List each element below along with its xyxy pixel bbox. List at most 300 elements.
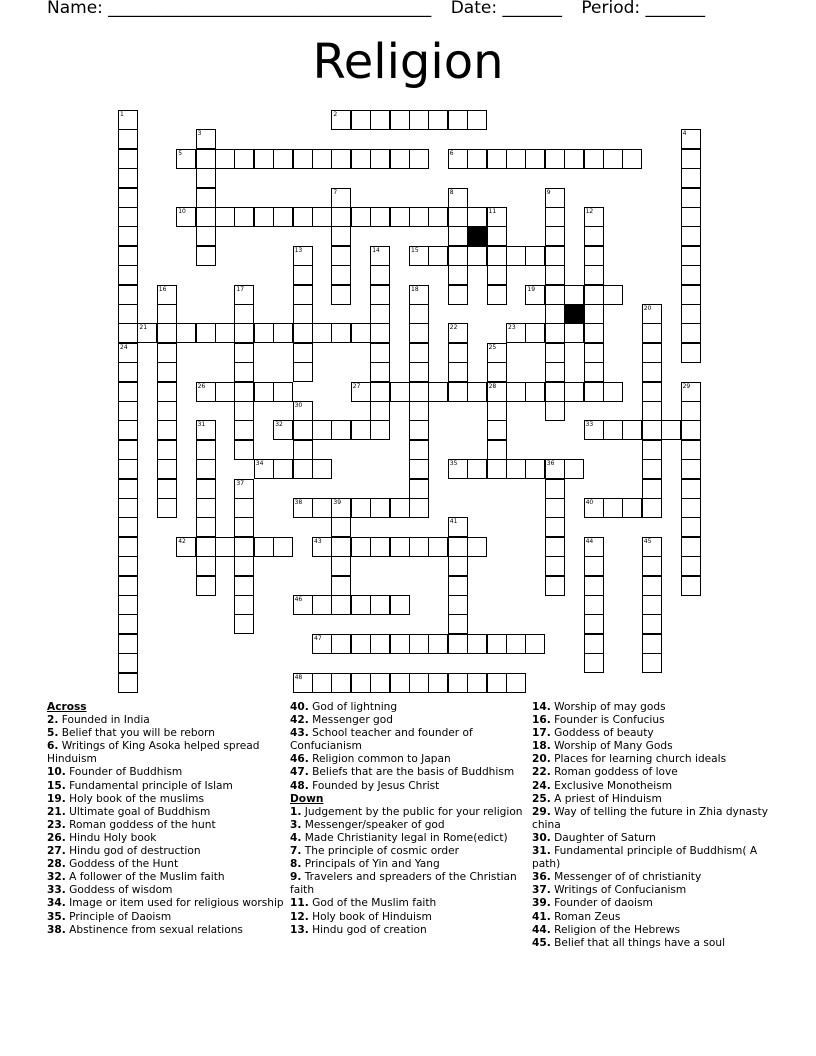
grid-cell[interactable] xyxy=(196,382,216,402)
grid-cell[interactable] xyxy=(196,226,216,246)
grid-cell[interactable] xyxy=(642,653,662,673)
grid-cell[interactable] xyxy=(545,479,565,499)
grid-cell[interactable] xyxy=(564,459,584,479)
grid-cell[interactable] xyxy=(448,285,468,305)
grid-cell[interactable] xyxy=(603,285,623,305)
grid-cell[interactable] xyxy=(293,285,313,305)
grid-cell[interactable] xyxy=(312,323,332,343)
grid-cell[interactable] xyxy=(196,556,216,576)
grid-cell[interactable] xyxy=(409,110,429,130)
grid-cell[interactable] xyxy=(525,285,545,305)
grid-cell[interactable] xyxy=(196,188,216,208)
grid-cell[interactable] xyxy=(428,110,448,130)
grid-cell[interactable] xyxy=(234,323,254,343)
grid-cell[interactable] xyxy=(293,673,313,693)
grid-cell[interactable] xyxy=(603,382,623,402)
grid-cell[interactable] xyxy=(215,382,235,402)
grid-cell[interactable] xyxy=(584,653,604,673)
grid-cell[interactable] xyxy=(118,207,138,227)
grid-cell[interactable] xyxy=(681,401,701,421)
grid-cell[interactable] xyxy=(370,382,390,402)
grid-cell[interactable] xyxy=(273,420,293,440)
grid-cell[interactable] xyxy=(448,634,468,654)
grid-cell[interactable] xyxy=(176,323,196,343)
grid-cell[interactable] xyxy=(584,323,604,343)
grid-cell[interactable] xyxy=(448,595,468,615)
grid-cell[interactable] xyxy=(409,382,429,402)
grid-cell[interactable] xyxy=(196,479,216,499)
grid-cell[interactable] xyxy=(254,537,274,557)
grid-cell[interactable] xyxy=(681,304,701,324)
grid-cell[interactable] xyxy=(409,634,429,654)
grid-cell[interactable] xyxy=(118,498,138,518)
grid-cell[interactable] xyxy=(351,149,371,169)
grid-cell[interactable] xyxy=(157,343,177,363)
grid-cell[interactable] xyxy=(312,420,332,440)
grid-cell[interactable] xyxy=(370,634,390,654)
grid-cell[interactable] xyxy=(564,285,584,305)
grid-cell[interactable] xyxy=(293,401,313,421)
grid-cell[interactable] xyxy=(293,207,313,227)
date-field-label[interactable]: Date: _______ xyxy=(450,0,562,18)
grid-cell[interactable] xyxy=(487,149,507,169)
grid-cell[interactable] xyxy=(370,149,390,169)
grid-cell[interactable] xyxy=(118,673,138,693)
grid-cell[interactable] xyxy=(215,537,235,557)
grid-cell[interactable] xyxy=(642,382,662,402)
grid-cell[interactable] xyxy=(312,634,332,654)
grid-cell[interactable] xyxy=(448,323,468,343)
grid-cell[interactable] xyxy=(293,246,313,266)
grid-cell[interactable] xyxy=(642,556,662,576)
grid-cell[interactable] xyxy=(487,440,507,460)
grid-cell[interactable] xyxy=(176,537,196,557)
grid-cell[interactable] xyxy=(118,595,138,615)
grid-cell[interactable] xyxy=(584,595,604,615)
grid-cell[interactable] xyxy=(293,440,313,460)
grid-cell[interactable] xyxy=(681,537,701,557)
grid-cell[interactable] xyxy=(351,498,371,518)
grid-cell[interactable] xyxy=(118,537,138,557)
grid-cell[interactable] xyxy=(234,420,254,440)
grid-cell[interactable] xyxy=(196,440,216,460)
grid-cell[interactable] xyxy=(351,382,371,402)
grid-cell[interactable] xyxy=(370,595,390,615)
grid-cell[interactable] xyxy=(409,149,429,169)
grid-cell[interactable] xyxy=(118,246,138,266)
grid-cell[interactable] xyxy=(448,246,468,266)
grid-cell[interactable] xyxy=(487,459,507,479)
grid-cell[interactable] xyxy=(409,343,429,363)
grid-cell[interactable] xyxy=(331,537,351,557)
grid-cell[interactable] xyxy=(157,304,177,324)
grid-cell[interactable] xyxy=(409,420,429,440)
grid-cell[interactable] xyxy=(681,498,701,518)
grid-cell[interactable] xyxy=(448,226,468,246)
grid-cell[interactable] xyxy=(390,634,410,654)
grid-cell[interactable] xyxy=(584,498,604,518)
grid-cell[interactable] xyxy=(118,401,138,421)
grid-cell[interactable] xyxy=(467,382,487,402)
grid-cell[interactable] xyxy=(331,595,351,615)
grid-cell[interactable] xyxy=(293,323,313,343)
grid-cell[interactable] xyxy=(118,653,138,673)
grid-cell[interactable] xyxy=(525,246,545,266)
grid-cell[interactable] xyxy=(118,459,138,479)
grid-cell[interactable] xyxy=(312,459,332,479)
grid-cell[interactable] xyxy=(584,265,604,285)
grid-cell[interactable] xyxy=(331,149,351,169)
grid-cell[interactable] xyxy=(409,362,429,382)
grid-cell[interactable] xyxy=(506,382,526,402)
grid-cell[interactable] xyxy=(215,323,235,343)
grid-cell[interactable] xyxy=(351,595,371,615)
grid-cell[interactable] xyxy=(642,362,662,382)
grid-cell[interactable] xyxy=(196,246,216,266)
grid-cell[interactable] xyxy=(448,362,468,382)
grid-cell[interactable] xyxy=(390,537,410,557)
grid-cell[interactable] xyxy=(331,576,351,596)
grid-cell[interactable] xyxy=(331,110,351,130)
grid-cell[interactable] xyxy=(545,265,565,285)
grid-cell[interactable] xyxy=(370,343,390,363)
grid-cell[interactable] xyxy=(448,556,468,576)
grid-cell[interactable] xyxy=(622,498,642,518)
grid-cell[interactable] xyxy=(584,634,604,654)
grid-cell[interactable] xyxy=(157,459,177,479)
grid-cell[interactable] xyxy=(234,614,254,634)
grid-cell[interactable] xyxy=(603,498,623,518)
grid-cell[interactable] xyxy=(409,207,429,227)
grid-cell[interactable] xyxy=(584,556,604,576)
grid-cell[interactable] xyxy=(196,168,216,188)
grid-cell[interactable] xyxy=(642,479,662,499)
grid-cell[interactable] xyxy=(312,149,332,169)
grid-cell[interactable] xyxy=(157,440,177,460)
grid-cell[interactable] xyxy=(622,420,642,440)
grid-cell[interactable] xyxy=(293,149,313,169)
grid-cell[interactable] xyxy=(370,265,390,285)
grid-cell[interactable] xyxy=(118,440,138,460)
grid-cell[interactable] xyxy=(545,304,565,324)
grid-cell[interactable] xyxy=(234,207,254,227)
grid-cell[interactable] xyxy=(467,537,487,557)
grid-cell[interactable] xyxy=(448,673,468,693)
grid-cell[interactable] xyxy=(273,207,293,227)
grid-cell[interactable] xyxy=(448,343,468,363)
grid-cell[interactable] xyxy=(681,207,701,227)
grid-cell[interactable] xyxy=(196,459,216,479)
grid-cell[interactable] xyxy=(584,149,604,169)
grid-cell[interactable] xyxy=(525,323,545,343)
grid-cell[interactable] xyxy=(584,304,604,324)
grid-cell[interactable] xyxy=(293,343,313,363)
grid-cell[interactable] xyxy=(293,420,313,440)
grid-cell[interactable] xyxy=(409,673,429,693)
grid-cell[interactable] xyxy=(467,459,487,479)
grid-cell[interactable] xyxy=(564,149,584,169)
grid-cell[interactable] xyxy=(584,382,604,402)
grid-cell[interactable] xyxy=(370,207,390,227)
grid-cell[interactable] xyxy=(428,537,448,557)
grid-cell[interactable] xyxy=(351,207,371,227)
grid-cell[interactable] xyxy=(603,420,623,440)
grid-cell[interactable] xyxy=(428,673,448,693)
grid-cell[interactable] xyxy=(428,382,448,402)
grid-cell[interactable] xyxy=(273,382,293,402)
grid-cell[interactable] xyxy=(118,343,138,363)
grid-cell[interactable] xyxy=(622,149,642,169)
grid-cell[interactable] xyxy=(681,226,701,246)
grid-cell[interactable] xyxy=(428,207,448,227)
grid-cell[interactable] xyxy=(642,634,662,654)
grid-cell[interactable] xyxy=(118,576,138,596)
grid-cell[interactable] xyxy=(584,537,604,557)
grid-cell[interactable] xyxy=(157,285,177,305)
grid-cell[interactable] xyxy=(234,595,254,615)
grid-cell[interactable] xyxy=(331,498,351,518)
grid-cell[interactable] xyxy=(370,285,390,305)
grid-cell[interactable] xyxy=(196,420,216,440)
grid-cell[interactable] xyxy=(545,207,565,227)
grid-cell[interactable] xyxy=(293,459,313,479)
grid-cell[interactable] xyxy=(545,537,565,557)
grid-cell[interactable] xyxy=(273,149,293,169)
grid-cell[interactable] xyxy=(390,382,410,402)
grid-cell[interactable] xyxy=(467,673,487,693)
grid-cell[interactable] xyxy=(584,614,604,634)
grid-cell[interactable] xyxy=(681,323,701,343)
grid-cell[interactable] xyxy=(487,265,507,285)
grid-cell[interactable] xyxy=(196,207,216,227)
grid-cell[interactable] xyxy=(584,362,604,382)
grid-cell[interactable] xyxy=(642,420,662,440)
grid-cell[interactable] xyxy=(681,246,701,266)
grid-cell[interactable] xyxy=(642,343,662,363)
grid-cell[interactable] xyxy=(118,634,138,654)
grid-cell[interactable] xyxy=(331,246,351,266)
grid-cell[interactable] xyxy=(584,207,604,227)
grid-cell[interactable] xyxy=(234,362,254,382)
grid-cell[interactable] xyxy=(467,110,487,130)
grid-cell[interactable] xyxy=(487,634,507,654)
grid-cell[interactable] xyxy=(157,382,177,402)
grid-cell[interactable] xyxy=(234,537,254,557)
grid-cell[interactable] xyxy=(487,207,507,227)
grid-cell[interactable] xyxy=(448,614,468,634)
grid-cell[interactable] xyxy=(506,246,526,266)
grid-cell[interactable] xyxy=(370,401,390,421)
grid-cell[interactable] xyxy=(234,149,254,169)
grid-cell[interactable] xyxy=(681,285,701,305)
grid-cell[interactable] xyxy=(448,188,468,208)
grid-cell[interactable] xyxy=(545,362,565,382)
grid-cell[interactable] xyxy=(448,459,468,479)
grid-cell[interactable] xyxy=(293,362,313,382)
grid-cell[interactable] xyxy=(293,595,313,615)
grid-cell[interactable] xyxy=(370,362,390,382)
grid-cell[interactable] xyxy=(545,459,565,479)
grid-cell[interactable] xyxy=(409,459,429,479)
grid-cell[interactable] xyxy=(234,343,254,363)
grid-cell[interactable] xyxy=(545,343,565,363)
grid-cell[interactable] xyxy=(331,556,351,576)
grid-cell[interactable] xyxy=(370,537,390,557)
grid-cell[interactable] xyxy=(196,129,216,149)
grid-cell[interactable] xyxy=(331,188,351,208)
grid-cell[interactable] xyxy=(254,149,274,169)
grid-cell[interactable] xyxy=(118,110,138,130)
grid-cell[interactable] xyxy=(312,673,332,693)
grid-cell[interactable] xyxy=(234,401,254,421)
grid-cell[interactable] xyxy=(409,285,429,305)
grid-cell[interactable] xyxy=(254,382,274,402)
grid-cell[interactable] xyxy=(293,265,313,285)
grid-cell[interactable] xyxy=(351,420,371,440)
grid-cell[interactable] xyxy=(390,149,410,169)
grid-cell[interactable] xyxy=(428,246,448,266)
grid-cell[interactable] xyxy=(196,537,216,557)
grid-cell[interactable] xyxy=(118,382,138,402)
grid-cell[interactable] xyxy=(273,537,293,557)
grid-cell[interactable] xyxy=(196,517,216,537)
grid-cell[interactable] xyxy=(196,323,216,343)
grid-cell[interactable] xyxy=(118,149,138,169)
grid-cell[interactable] xyxy=(409,304,429,324)
grid-cell[interactable] xyxy=(234,556,254,576)
grid-cell[interactable] xyxy=(545,285,565,305)
grid-cell[interactable] xyxy=(681,129,701,149)
grid-cell[interactable] xyxy=(331,226,351,246)
grid-cell[interactable] xyxy=(351,634,371,654)
grid-cell[interactable] xyxy=(681,343,701,363)
grid-cell[interactable] xyxy=(448,110,468,130)
grid-cell[interactable] xyxy=(331,420,351,440)
grid-cell[interactable] xyxy=(196,149,216,169)
grid-cell[interactable] xyxy=(390,110,410,130)
grid-cell[interactable] xyxy=(545,556,565,576)
grid-cell[interactable] xyxy=(584,285,604,305)
grid-cell[interactable] xyxy=(157,498,177,518)
grid-cell[interactable] xyxy=(584,576,604,596)
grid-cell[interactable] xyxy=(118,420,138,440)
grid-cell[interactable] xyxy=(681,265,701,285)
grid-cell[interactable] xyxy=(681,459,701,479)
grid-cell[interactable] xyxy=(118,479,138,499)
grid-cell[interactable] xyxy=(681,382,701,402)
grid-cell[interactable] xyxy=(351,537,371,557)
grid-cell[interactable] xyxy=(370,673,390,693)
grid-cell[interactable] xyxy=(506,634,526,654)
grid-cell[interactable] xyxy=(331,207,351,227)
grid-cell[interactable] xyxy=(118,168,138,188)
grid-cell[interactable] xyxy=(448,517,468,537)
name-field-label[interactable]: Name: ______________________________________ xyxy=(47,0,432,18)
grid-cell[interactable] xyxy=(487,420,507,440)
grid-cell[interactable] xyxy=(487,343,507,363)
grid-cell[interactable] xyxy=(545,382,565,402)
grid-cell[interactable] xyxy=(234,498,254,518)
grid-cell[interactable] xyxy=(312,498,332,518)
grid-cell[interactable] xyxy=(234,382,254,402)
grid-cell[interactable] xyxy=(487,673,507,693)
grid-cell[interactable] xyxy=(603,149,623,169)
grid-cell[interactable] xyxy=(157,479,177,499)
grid-cell[interactable] xyxy=(118,188,138,208)
grid-cell[interactable] xyxy=(681,479,701,499)
grid-cell[interactable] xyxy=(584,343,604,363)
grid-cell[interactable] xyxy=(234,304,254,324)
grid-cell[interactable] xyxy=(681,188,701,208)
grid-cell[interactable] xyxy=(584,420,604,440)
grid-cell[interactable] xyxy=(448,207,468,227)
grid-cell[interactable] xyxy=(351,673,371,693)
grid-cell[interactable] xyxy=(234,440,254,460)
grid-cell[interactable] xyxy=(487,285,507,305)
grid-cell[interactable] xyxy=(234,285,254,305)
grid-cell[interactable] xyxy=(254,207,274,227)
grid-cell[interactable] xyxy=(545,323,565,343)
grid-cell[interactable] xyxy=(525,459,545,479)
grid-cell[interactable] xyxy=(448,576,468,596)
grid-cell[interactable] xyxy=(467,207,487,227)
grid-cell[interactable] xyxy=(331,323,351,343)
grid-cell[interactable] xyxy=(584,226,604,246)
grid-cell[interactable] xyxy=(487,401,507,421)
grid-cell[interactable] xyxy=(448,382,468,402)
grid-cell[interactable] xyxy=(545,226,565,246)
grid-cell[interactable] xyxy=(467,246,487,266)
grid-cell[interactable] xyxy=(370,323,390,343)
grid-cell[interactable] xyxy=(681,168,701,188)
grid-cell[interactable] xyxy=(584,246,604,266)
grid-cell[interactable] xyxy=(312,537,332,557)
grid-cell[interactable] xyxy=(448,149,468,169)
grid-cell[interactable] xyxy=(331,265,351,285)
grid-cell[interactable] xyxy=(118,304,138,324)
grid-cell[interactable] xyxy=(564,382,584,402)
grid-cell[interactable] xyxy=(118,226,138,246)
grid-cell[interactable] xyxy=(525,382,545,402)
grid-cell[interactable] xyxy=(506,323,526,343)
grid-cell[interactable] xyxy=(642,401,662,421)
grid-cell[interactable] xyxy=(545,576,565,596)
grid-cell[interactable] xyxy=(642,576,662,596)
grid-cell[interactable] xyxy=(409,479,429,499)
grid-cell[interactable] xyxy=(545,246,565,266)
grid-cell[interactable] xyxy=(467,634,487,654)
grid-cell[interactable] xyxy=(681,556,701,576)
grid-cell[interactable] xyxy=(137,323,157,343)
grid-cell[interactable] xyxy=(545,517,565,537)
grid-cell[interactable] xyxy=(467,149,487,169)
grid-cell[interactable] xyxy=(642,304,662,324)
grid-cell[interactable] xyxy=(642,595,662,615)
grid-cell[interactable] xyxy=(331,285,351,305)
grid-cell[interactable] xyxy=(370,110,390,130)
grid-cell[interactable] xyxy=(118,556,138,576)
grid-cell[interactable] xyxy=(681,517,701,537)
grid-cell[interactable] xyxy=(254,459,274,479)
grid-cell[interactable] xyxy=(409,401,429,421)
grid-cell[interactable] xyxy=(312,207,332,227)
grid-cell[interactable] xyxy=(370,304,390,324)
grid-cell[interactable] xyxy=(176,207,196,227)
grid-cell[interactable] xyxy=(390,673,410,693)
grid-cell[interactable] xyxy=(564,323,584,343)
grid-cell[interactable] xyxy=(545,498,565,518)
grid-cell[interactable] xyxy=(331,673,351,693)
